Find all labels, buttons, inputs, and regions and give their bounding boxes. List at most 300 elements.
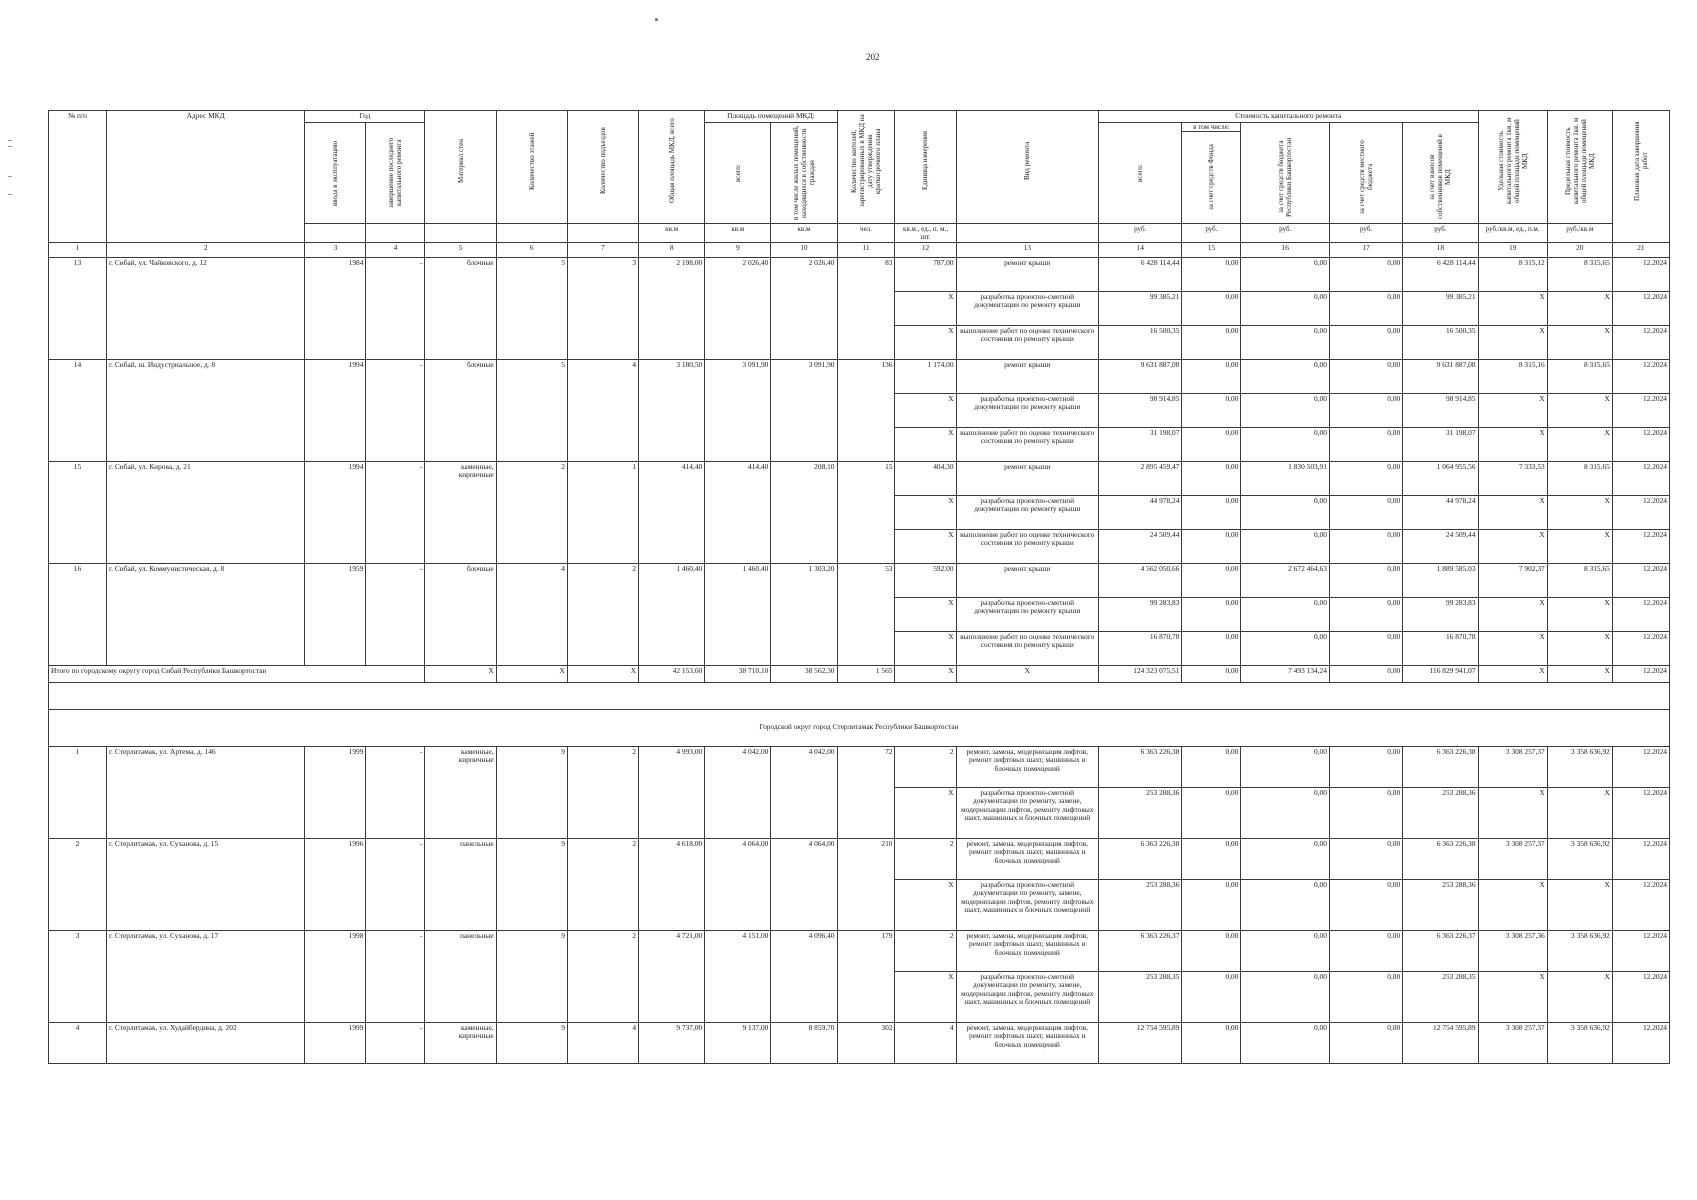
scan-mark xyxy=(8,176,12,177)
planned-date: 12.2024 xyxy=(1612,325,1669,359)
repair-type: ремонт крыши xyxy=(956,257,1098,291)
cost-owners: 1 889 585,03 xyxy=(1403,563,1478,597)
column-number: 7 xyxy=(567,242,638,257)
unit-cell xyxy=(496,223,567,242)
unit-value: X xyxy=(895,291,956,325)
residents: 83 xyxy=(837,257,895,359)
entrances: 1 xyxy=(567,461,638,563)
wall-material: каменные, кирпичные xyxy=(425,461,496,563)
unit-cell: руб. xyxy=(1329,223,1402,242)
total-own: 116 829 941,07 xyxy=(1403,665,1478,682)
planned-date: 12.2024 xyxy=(1612,495,1669,529)
unit-cell: руб./кв.м xyxy=(1547,223,1612,242)
repair-type: ремонт крыши xyxy=(956,563,1098,597)
cost-fund: 0,00 xyxy=(1182,930,1241,971)
spacer-row xyxy=(49,682,1670,709)
residents: 53 xyxy=(837,563,895,665)
cost-fund: 0,00 xyxy=(1182,359,1241,393)
floors: 5 xyxy=(496,257,567,359)
cost-republic: 0,00 xyxy=(1241,529,1330,563)
specific-cost: X xyxy=(1478,291,1547,325)
cost-total: 9 631 887,08 xyxy=(1098,359,1181,393)
residents: 302 xyxy=(837,1022,895,1063)
max-cost: X xyxy=(1547,291,1612,325)
cost-fund: 0,00 xyxy=(1182,971,1241,1022)
unit-value: X xyxy=(895,787,956,838)
specific-cost: 3 308 257,37 xyxy=(1478,1022,1547,1063)
address: г. Стерлитамак, ул. Суханова, д. 17 xyxy=(106,930,304,1022)
cost-local: 0,00 xyxy=(1329,257,1402,291)
address: г. Сибай, ул. Кирова, д. 21 xyxy=(106,461,304,563)
cost-local: 0,00 xyxy=(1329,597,1402,631)
max-cost: X xyxy=(1547,393,1612,427)
premises-area: 9 137,00 xyxy=(705,1022,771,1063)
specific-cost: 3 308 257,36 xyxy=(1478,930,1547,971)
paying-area: 4 064,00 xyxy=(771,838,837,930)
cost-total: 6 363 226,37 xyxy=(1098,930,1181,971)
unit-value: 4 xyxy=(895,1022,956,1063)
premises-area: 2 026,40 xyxy=(705,257,771,359)
address: г. Стерлитамак, ул. Суханова, д. 15 xyxy=(106,838,304,930)
wall-material: каменные, кирпичные xyxy=(425,1022,496,1063)
year-last-repair: - xyxy=(366,838,425,930)
cost-total: 16 500,35 xyxy=(1098,325,1181,359)
row-number: 1 xyxy=(49,746,107,838)
cost-republic: 2 672 464,63 xyxy=(1241,563,1330,597)
unit-cell: руб./кв.м, ед., п.м. xyxy=(1478,223,1547,242)
table-row xyxy=(49,930,1670,971)
unit-value: X xyxy=(895,495,956,529)
entrances: 4 xyxy=(567,1022,638,1063)
year-built: 1999 xyxy=(305,746,366,838)
cost-republic: 0,00 xyxy=(1241,291,1330,325)
hdr-floors: Количество этажей xyxy=(527,132,536,190)
max-cost: 8 315,65 xyxy=(1547,359,1612,393)
planned-date: 12.2024 xyxy=(1612,461,1669,495)
total-unit: X xyxy=(895,665,956,682)
repair-type: ремонт, замена, модернизация лифтов, ремонт лифтовых шахт, машинных и блочных помещений xyxy=(956,838,1098,879)
max-cost: 3 358 636,92 xyxy=(1547,1022,1612,1063)
repair-type: разработка проектно-сметной документации по ремонту, замене, модернизации лифтов, ремонту лифтовых шахт, машинных и блочных помещений xyxy=(956,879,1098,930)
year-built: 1996 xyxy=(305,838,366,930)
repair-type: выполнение работ по оценке технического состояния по ремонту крыши xyxy=(956,427,1098,461)
hdr-cost-total: всего: xyxy=(1136,163,1145,182)
cost-republic: 0,00 xyxy=(1241,879,1330,930)
row-number: 14 xyxy=(49,359,107,461)
column-number: 13 xyxy=(956,242,1098,257)
unit-value: X xyxy=(895,597,956,631)
max-cost: 8 315,65 xyxy=(1547,563,1612,597)
year-last-repair: - xyxy=(366,563,425,665)
cost-total: 12 754 595,89 xyxy=(1098,1022,1181,1063)
paying-area: 208,10 xyxy=(771,461,837,563)
planned-date: 12.2024 xyxy=(1612,597,1669,631)
total-fund: 0,00 xyxy=(1182,665,1241,682)
paying-area: 4 096,40 xyxy=(771,930,837,1022)
planned-date: 12.2024 xyxy=(1612,1022,1669,1063)
max-cost: X xyxy=(1547,325,1612,359)
row-number: 15 xyxy=(49,461,107,563)
cost-republic: 0,00 xyxy=(1241,838,1330,879)
specific-cost: X xyxy=(1478,325,1547,359)
repair-type: выполнение работ по оценке технического состояния по ремонту крыши xyxy=(956,631,1098,665)
cost-republic: 0,00 xyxy=(1241,393,1330,427)
table-row xyxy=(49,461,1670,495)
entrances: 2 xyxy=(567,563,638,665)
total-row xyxy=(49,665,1670,682)
scan-mark xyxy=(8,140,12,141)
floors: 9 xyxy=(496,746,567,838)
repair-type: ремонт крыши xyxy=(956,461,1098,495)
unit-value: 2 xyxy=(895,838,956,879)
hdr-no: № п/п xyxy=(49,111,107,243)
cost-local: 0,00 xyxy=(1329,971,1402,1022)
total-rep: 7 493 134,24 xyxy=(1241,665,1330,682)
cost-owners: 24 509,44 xyxy=(1403,529,1478,563)
cost-fund: 0,00 xyxy=(1182,563,1241,597)
cost-local: 0,00 xyxy=(1329,879,1402,930)
total-paying: 38 562,30 xyxy=(771,665,837,682)
year-last-repair: - xyxy=(366,746,425,838)
specific-cost: X xyxy=(1478,597,1547,631)
specific-cost: 8 315,16 xyxy=(1478,359,1547,393)
column-number: 15 xyxy=(1182,242,1241,257)
floors: 2 xyxy=(496,461,567,563)
cost-republic: 0,00 xyxy=(1241,257,1330,291)
year-last-repair: - xyxy=(366,257,425,359)
hdr-total-area: Общая площадь МКД, всего xyxy=(667,118,676,204)
column-number: 14 xyxy=(1098,242,1181,257)
cost-fund: 0,00 xyxy=(1182,393,1241,427)
cost-fund: 0,00 xyxy=(1182,1022,1241,1063)
repair-type: ремонт, замена, модернизация лифтов, ремонт лифтовых шахт, машинных и блочных помещений xyxy=(956,746,1098,787)
paying-area: 2 026,40 xyxy=(771,257,837,359)
cost-fund: 0,00 xyxy=(1182,631,1241,665)
hdr-residents: Количество жителей, зарегистрированных в МКД на дату утверждения краткосрочного плана xyxy=(849,114,883,208)
unit-cell: руб. xyxy=(1182,223,1241,242)
max-cost: 8 315,65 xyxy=(1547,461,1612,495)
hdr-local: за счет средств местного бюджета xyxy=(1358,139,1375,214)
column-number: 16 xyxy=(1241,242,1330,257)
column-number: 19 xyxy=(1478,242,1547,257)
table-row xyxy=(49,1022,1670,1063)
repair-type: разработка проектно-сметной документации по ремонту, замене, модернизации лифтов, ремонту лифтовых шахт, машинных и блочных помещений xyxy=(956,787,1098,838)
residents: 136 xyxy=(837,359,895,461)
cost-owners: 253 288,36 xyxy=(1403,879,1478,930)
cost-owners: 16 500,35 xyxy=(1403,325,1478,359)
hdr-year-group: Год xyxy=(305,111,425,123)
year-last-repair: - xyxy=(366,359,425,461)
row-number: 16 xyxy=(49,563,107,665)
hdr-owners: за счет взносов собственников помещений в МКД xyxy=(1428,134,1453,220)
hdr-entrances: Количество подъездов xyxy=(598,127,607,195)
cost-total: 4 562 050,66 xyxy=(1098,563,1181,597)
specific-cost: 3 308 257,37 xyxy=(1478,746,1547,787)
max-cost: 3 358 636,92 xyxy=(1547,746,1612,787)
year-last-repair: - xyxy=(366,930,425,1022)
max-cost: X xyxy=(1547,495,1612,529)
cost-republic: 0,00 xyxy=(1241,930,1330,971)
year-built: 1959 xyxy=(305,563,366,665)
cost-owners: 9 631 887,08 xyxy=(1403,359,1478,393)
cost-republic: 0,00 xyxy=(1241,631,1330,665)
column-numbers-row xyxy=(49,242,1670,257)
cost-owners: 6 428 114,44 xyxy=(1403,257,1478,291)
premises-area: 1 460,40 xyxy=(705,563,771,665)
max-cost: X xyxy=(1547,787,1612,838)
cost-owners: 253 288,35 xyxy=(1403,971,1478,1022)
unit-value: X xyxy=(895,879,956,930)
cost-local: 0,00 xyxy=(1329,461,1402,495)
total-entr: X xyxy=(567,665,638,682)
premises-area: 3 091,90 xyxy=(705,359,771,461)
cost-owners: 12 754 595,89 xyxy=(1403,1022,1478,1063)
specific-cost: X xyxy=(1478,529,1547,563)
column-number: 4 xyxy=(366,242,425,257)
scan-mark xyxy=(8,146,12,147)
cost-total: 6 363 226,38 xyxy=(1098,746,1181,787)
cost-local: 0,00 xyxy=(1329,787,1402,838)
specific-cost: X xyxy=(1478,787,1547,838)
unit-cell: кв.м xyxy=(705,223,771,242)
floors: 9 xyxy=(496,838,567,930)
cost-fund: 0,00 xyxy=(1182,597,1241,631)
paying-area: 8 859,70 xyxy=(771,1022,837,1063)
cost-republic: 0,00 xyxy=(1241,325,1330,359)
total-spec: X xyxy=(1478,665,1547,682)
cost-owners: 99 385,21 xyxy=(1403,291,1478,325)
specific-cost: X xyxy=(1478,971,1547,1022)
row-number: 4 xyxy=(49,1022,107,1063)
address: г. Сибай, ш. Индустриальное, д. 8 xyxy=(106,359,304,461)
hdr-year-built: ввода в эксплуатацию xyxy=(331,139,340,206)
specific-cost: X xyxy=(1478,879,1547,930)
unit-value: X xyxy=(895,971,956,1022)
total-area: 4 721,00 xyxy=(639,930,705,1022)
year-built: 1984 xyxy=(305,257,366,359)
specific-cost: X xyxy=(1478,427,1547,461)
hdr-premises-paying: в том числе жилых помещений, находящихся в собственности граждан xyxy=(791,125,816,220)
column-number: 3 xyxy=(305,242,366,257)
cost-total: 31 198,07 xyxy=(1098,427,1181,461)
unit-value: 787,00 xyxy=(895,257,956,291)
cost-total: 98 914,85 xyxy=(1098,393,1181,427)
column-number: 20 xyxy=(1547,242,1612,257)
year-built: 1994 xyxy=(305,359,366,461)
floors: 4 xyxy=(496,563,567,665)
cost-local: 0,00 xyxy=(1329,631,1402,665)
cost-republic: 0,00 xyxy=(1241,359,1330,393)
cost-fund: 0,00 xyxy=(1182,746,1241,787)
cost-total: 253 288,36 xyxy=(1098,879,1181,930)
column-number: 1 xyxy=(49,242,107,257)
total-area: 414,40 xyxy=(639,461,705,563)
unit-value: X xyxy=(895,393,956,427)
max-cost: 3 358 636,92 xyxy=(1547,838,1612,879)
column-number: 12 xyxy=(895,242,956,257)
max-cost: 3 358 636,92 xyxy=(1547,930,1612,971)
premises-area: 4 151,00 xyxy=(705,930,771,1022)
year-built: 1998 xyxy=(305,930,366,1022)
cost-total: 253 288,36 xyxy=(1098,787,1181,838)
cost-local: 0,00 xyxy=(1329,495,1402,529)
cost-owners: 16 870,78 xyxy=(1403,631,1478,665)
unit-value: X xyxy=(895,325,956,359)
unit-value: 1 174,00 xyxy=(895,359,956,393)
column-number: 21 xyxy=(1612,242,1669,257)
cost-local: 0,00 xyxy=(1329,930,1402,971)
total-loc: 0,00 xyxy=(1329,665,1402,682)
entrances: 2 xyxy=(567,746,638,838)
floors: 5 xyxy=(496,359,567,461)
residents: 210 xyxy=(837,838,895,930)
table-row xyxy=(49,359,1670,393)
cost-fund: 0,00 xyxy=(1182,838,1241,879)
unit-cell xyxy=(305,223,366,242)
cost-local: 0,00 xyxy=(1329,1022,1402,1063)
premises-area: 4 042,00 xyxy=(705,746,771,838)
unit-cell xyxy=(956,223,1098,242)
unit-value: X xyxy=(895,427,956,461)
planned-date: 12.2024 xyxy=(1612,291,1669,325)
max-cost: X xyxy=(1547,597,1612,631)
cost-republic: 0,00 xyxy=(1241,1022,1330,1063)
hdr-wall: Материал стен xyxy=(456,139,465,183)
planned-date: 12.2024 xyxy=(1612,787,1669,838)
spacer-cell xyxy=(49,682,1670,709)
cost-fund: 0,00 xyxy=(1182,257,1241,291)
planned-date: 12.2024 xyxy=(1612,971,1669,1022)
cost-local: 0,00 xyxy=(1329,529,1402,563)
cost-fund: 0,00 xyxy=(1182,495,1241,529)
table-row xyxy=(49,746,1670,787)
paying-area: 3 091,90 xyxy=(771,359,837,461)
entrances: 2 xyxy=(567,930,638,1022)
max-cost: 8 315,65 xyxy=(1547,257,1612,291)
planned-date: 12.2024 xyxy=(1612,631,1669,665)
cost-owners: 99 283,83 xyxy=(1403,597,1478,631)
cost-fund: 0,00 xyxy=(1182,529,1241,563)
cost-fund: 0,00 xyxy=(1182,787,1241,838)
year-built: 1999 xyxy=(305,1022,366,1063)
cost-owners: 1 064 955,56 xyxy=(1403,461,1478,495)
section-row xyxy=(49,709,1670,746)
unit-cell: руб. xyxy=(1403,223,1478,242)
specific-cost: 3 308 257,37 xyxy=(1478,838,1547,879)
column-number: 5 xyxy=(425,242,496,257)
column-number: 8 xyxy=(639,242,705,257)
wall-material: каменные, кирпичные xyxy=(425,746,496,838)
year-last-repair: - xyxy=(366,1022,425,1063)
cost-owners: 6 363 226,37 xyxy=(1403,930,1478,971)
total-prem: 38 710,10 xyxy=(705,665,771,682)
total-area: 42 153,60 xyxy=(639,665,705,682)
unit-value: 592,00 xyxy=(895,563,956,597)
total-date: 12.2024 xyxy=(1612,665,1669,682)
hdr-including: в том числе: xyxy=(1182,123,1240,132)
column-number: 10 xyxy=(771,242,837,257)
hdr-address: Адрес МКД xyxy=(106,111,304,243)
address: г. Стерлитамак, ул. Худайбердина, д. 202 xyxy=(106,1022,304,1063)
hdr-cost-group: Стоимость капитального ремонта xyxy=(1098,111,1478,123)
capital-repair-table xyxy=(48,110,1670,1064)
scan-mark xyxy=(8,194,12,195)
entrances: 4 xyxy=(567,359,638,461)
max-cost: X xyxy=(1547,879,1612,930)
unit-cell xyxy=(425,223,496,242)
unit-value: 2 xyxy=(895,930,956,971)
entrances: 2 xyxy=(567,838,638,930)
cost-total: 6 363 226,38 xyxy=(1098,838,1181,879)
hdr-year-last: завершение последнего капитального ремонта xyxy=(387,137,404,208)
planned-date: 12.2024 xyxy=(1612,359,1669,393)
column-number: 9 xyxy=(705,242,771,257)
planned-date: 12.2024 xyxy=(1612,838,1669,879)
unit-cell: кв.м., ед., п. м., шт. xyxy=(895,223,956,242)
wall-material: блочные xyxy=(425,359,496,461)
hdr-max-cost: Предельная стоимость капитального ремонта 1кв. м общей площади помещений МКД xyxy=(1563,117,1596,205)
unit-cell xyxy=(366,223,425,242)
paying-area: 4 042,00 xyxy=(771,746,837,838)
row-number: 2 xyxy=(49,838,107,930)
cost-fund: 0,00 xyxy=(1182,291,1241,325)
total-area: 4 618,00 xyxy=(639,838,705,930)
hdr-fund: за счет средств Фонда xyxy=(1207,143,1216,210)
address: г. Сибай, ул. Чайковского, д. 12 xyxy=(106,257,304,359)
total-label: Итого по городскому округу город Сибай Республики Башкортостан xyxy=(49,665,425,682)
hdr-premises-total: всего: xyxy=(733,163,742,182)
cost-republic: 0,00 xyxy=(1241,746,1330,787)
specific-cost: 7 333,53 xyxy=(1478,461,1547,495)
repair-type: ремонт, замена, модернизация лифтов, ремонт лифтовых шахт, машинных и блочных помещений xyxy=(956,930,1098,971)
cost-total: 99 385,21 xyxy=(1098,291,1181,325)
cost-local: 0,00 xyxy=(1329,325,1402,359)
hdr-unit: Единица измерения xyxy=(921,131,930,191)
scan-dot xyxy=(655,18,658,21)
cost-total: 2 895 459,47 xyxy=(1098,461,1181,495)
specific-cost: X xyxy=(1478,631,1547,665)
table-row xyxy=(49,257,1670,291)
total-area: 9 737,00 xyxy=(639,1022,705,1063)
residents: 179 xyxy=(837,930,895,1022)
repair-type: выполнение работ по оценке технического состояния по ремонту крыши xyxy=(956,325,1098,359)
planned-date: 12.2024 xyxy=(1612,529,1669,563)
unit-cell: кв.м xyxy=(639,223,705,242)
repair-type: разработка проектно-сметной документации по ремонту, замене, модернизации лифтов, ремонту лифтовых шахт, машинных и блочных помещений xyxy=(956,971,1098,1022)
hdr-republic: за счет средств бюджета Республики Башкортостан xyxy=(1277,136,1294,217)
cost-owners: 31 198,07 xyxy=(1403,427,1478,461)
cost-republic: 0,00 xyxy=(1241,971,1330,1022)
total-floors: X xyxy=(496,665,567,682)
hdr-repair-type: Вид ремонта xyxy=(1023,141,1032,181)
max-cost: X xyxy=(1547,427,1612,461)
cost-total: 44 978,24 xyxy=(1098,495,1181,529)
residents: 15 xyxy=(837,461,895,563)
specific-cost: 8 315,12 xyxy=(1478,257,1547,291)
cost-total: 24 509,44 xyxy=(1098,529,1181,563)
page-number: 202 xyxy=(866,52,880,62)
total-total: 124 323 075,51 xyxy=(1098,665,1181,682)
hdr-premises-group: Площадь помещений МКД: xyxy=(705,111,837,123)
cost-total: 16 870,78 xyxy=(1098,631,1181,665)
cost-republic: 1 830 503,91 xyxy=(1241,461,1330,495)
repair-type: ремонт, замена, модернизация лифтов, ремонт лифтовых шахт, машинных и блочных помещений xyxy=(956,1022,1098,1063)
hdr-specific-cost: Удельная стоимость капитального ремонта 1кв. м общей площади помещений МКД xyxy=(1496,117,1529,205)
cost-total: 99 283,83 xyxy=(1098,597,1181,631)
wall-material: панельные xyxy=(425,930,496,1022)
specific-cost: 7 902,37 xyxy=(1478,563,1547,597)
repair-type: выполнение работ по оценке технического состояния по ремонту крыши xyxy=(956,529,1098,563)
